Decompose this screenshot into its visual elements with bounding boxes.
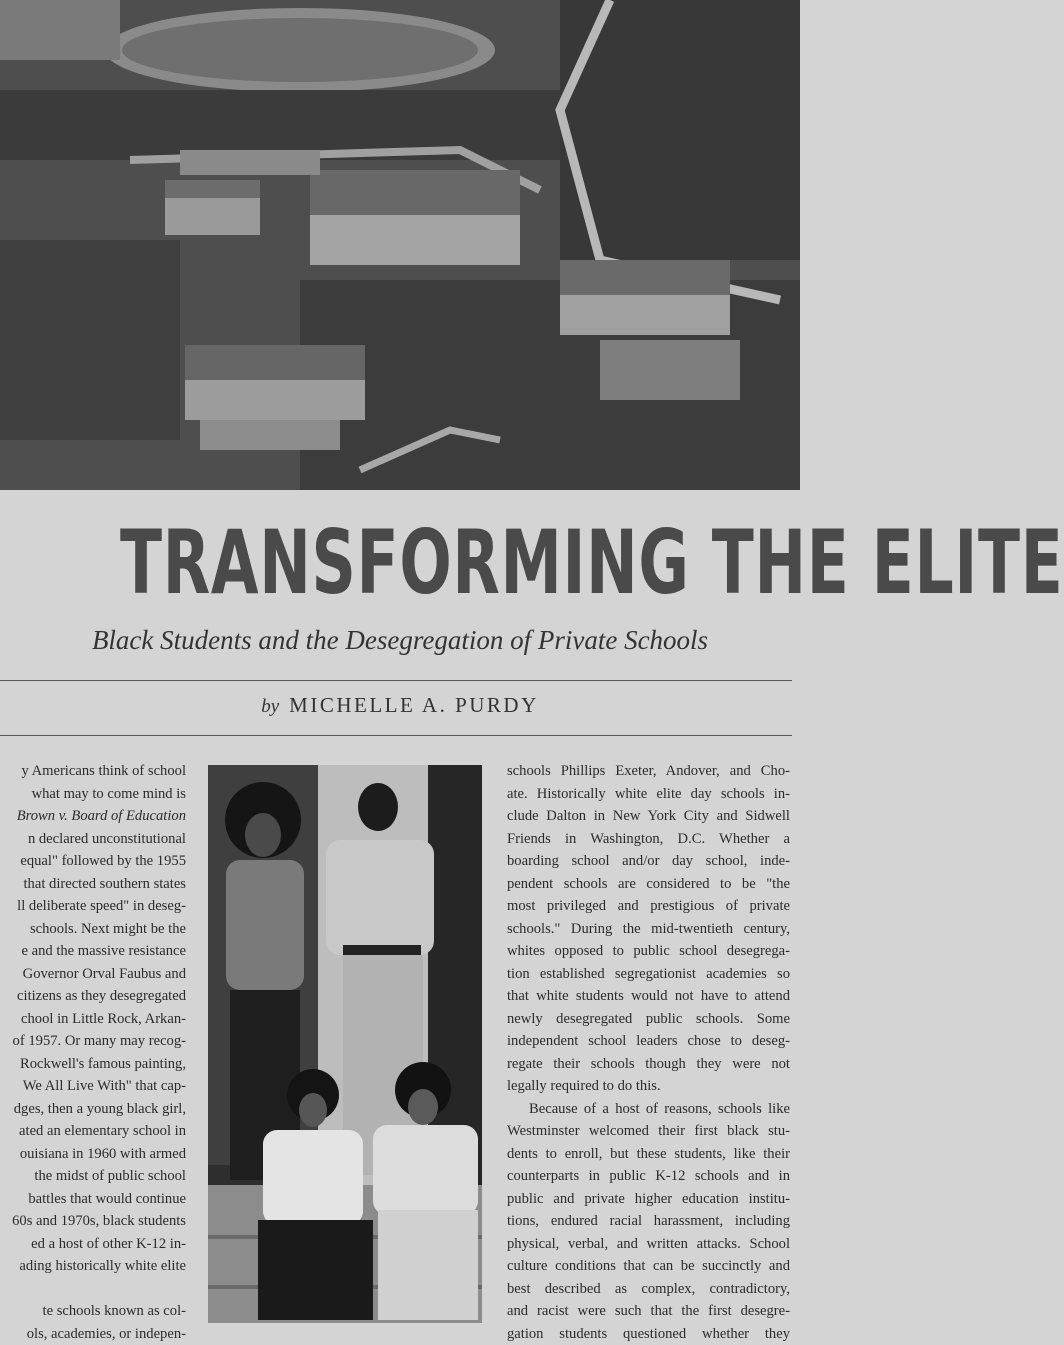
text-line: schools." During the mid-twentieth century,	[507, 918, 790, 941]
text-line: dges, then a young black girl,	[0, 1098, 186, 1121]
text-line: that directed southern states	[0, 873, 186, 896]
text-line: counterparts in public K-12 schools and in	[507, 1165, 790, 1188]
text-line: public and private higher education institu-	[507, 1188, 790, 1211]
text-line: and racist were such that the first desegre-	[507, 1300, 790, 1323]
text-line: citizens as they desegregated	[0, 985, 186, 1008]
aerial-campus-photo	[0, 0, 800, 490]
right-text-column	[507, 760, 790, 1345]
text-line: schools. Next might be the	[0, 918, 186, 941]
byline-by: by	[261, 696, 279, 717]
page-subtitle: Black Students and the Desegregation of Private Schools	[0, 625, 800, 656]
text-line: Because of a host of reasons, schools like	[507, 1098, 790, 1121]
four-students-photo	[208, 765, 482, 1323]
text-line: tion established segregationist academies so	[507, 963, 790, 986]
text-line: the midst of public school	[0, 1165, 186, 1188]
text-line: ate. Historically white elite day schools in-	[507, 783, 790, 806]
text-line: battles that would continue	[0, 1188, 186, 1211]
text-line: ll deliberate speed" in deseg-	[0, 895, 186, 918]
text-line: ols, academies, or indepen-	[0, 1323, 186, 1345]
text-line: Brown v. Board of Education	[0, 805, 186, 828]
text-line: whites opposed to public school desegrega-	[507, 940, 790, 963]
text-line: schools Phillips Exeter, Andover, and Cho-	[507, 760, 790, 783]
text-line: We All Live With" that cap-	[0, 1075, 186, 1098]
byline	[0, 693, 800, 718]
text-line: physical, verbal, and written attacks. School	[507, 1233, 790, 1256]
left-text-column	[0, 760, 186, 1345]
text-line: tions, endured racial harassment, including	[507, 1210, 790, 1233]
text-line: newly desegregated public schools. Some	[507, 1008, 790, 1031]
text-line: y Americans think of school	[0, 760, 186, 783]
bottom-divider	[0, 735, 792, 736]
text-line: gation students questioned whether they	[507, 1323, 790, 1345]
text-line: dents to enroll, but these students, like their	[507, 1143, 790, 1166]
text-line: ed a host of other K-12 in-	[0, 1233, 186, 1256]
text-line: e and the massive resistance	[0, 940, 186, 963]
text-line: independent school leaders chose to deseg-	[507, 1030, 790, 1053]
text-line: that white students would not have to attend	[507, 985, 790, 1008]
text-line: 60s and 1970s, black students	[0, 1210, 186, 1233]
text-line: boarding school and/or day school, inde-	[507, 850, 790, 873]
top-divider	[0, 680, 792, 681]
text-line: best described as complex, contradictory,	[507, 1278, 790, 1301]
text-line: ated an elementary school in	[0, 1120, 186, 1143]
text-line: clude Dalton in New York City and Sidwell	[507, 805, 790, 828]
author-name: MICHELLE A. PURDY	[289, 693, 539, 717]
text-line: Westminster welcomed their first black stu-	[507, 1120, 790, 1143]
text-line: te schools known as col-	[0, 1300, 186, 1323]
text-line: ading historically white elite	[0, 1255, 186, 1278]
text-line: ouisiana in 1960 with armed	[0, 1143, 186, 1166]
text-line: what may to come mind is	[0, 783, 186, 806]
text-line: pendent schools are considered to be "the	[507, 873, 790, 896]
text-line: of 1957. Or many may recog-	[0, 1030, 186, 1053]
text-line: Friends in Washington, D.C. Whether a	[507, 828, 790, 851]
page-title: TRANSFORMING THE ELITE	[120, 515, 680, 611]
text-line: regate their schools though they were not	[507, 1053, 790, 1076]
text-line: Rockwell's famous painting,	[0, 1053, 186, 1076]
text-line: culture conditions that can be succinctly and	[507, 1255, 790, 1278]
text-line: n declared unconstitutional	[0, 828, 186, 851]
text-line	[0, 1278, 186, 1301]
text-line: Governor Orval Faubus and	[0, 963, 186, 986]
text-line: chool in Little Rock, Arkan-	[0, 1008, 186, 1031]
text-line: most privileged and prestigious of private	[507, 895, 790, 918]
text-line: equal" followed by the 1955	[0, 850, 186, 873]
text-line: legally required to do this.	[507, 1075, 790, 1098]
